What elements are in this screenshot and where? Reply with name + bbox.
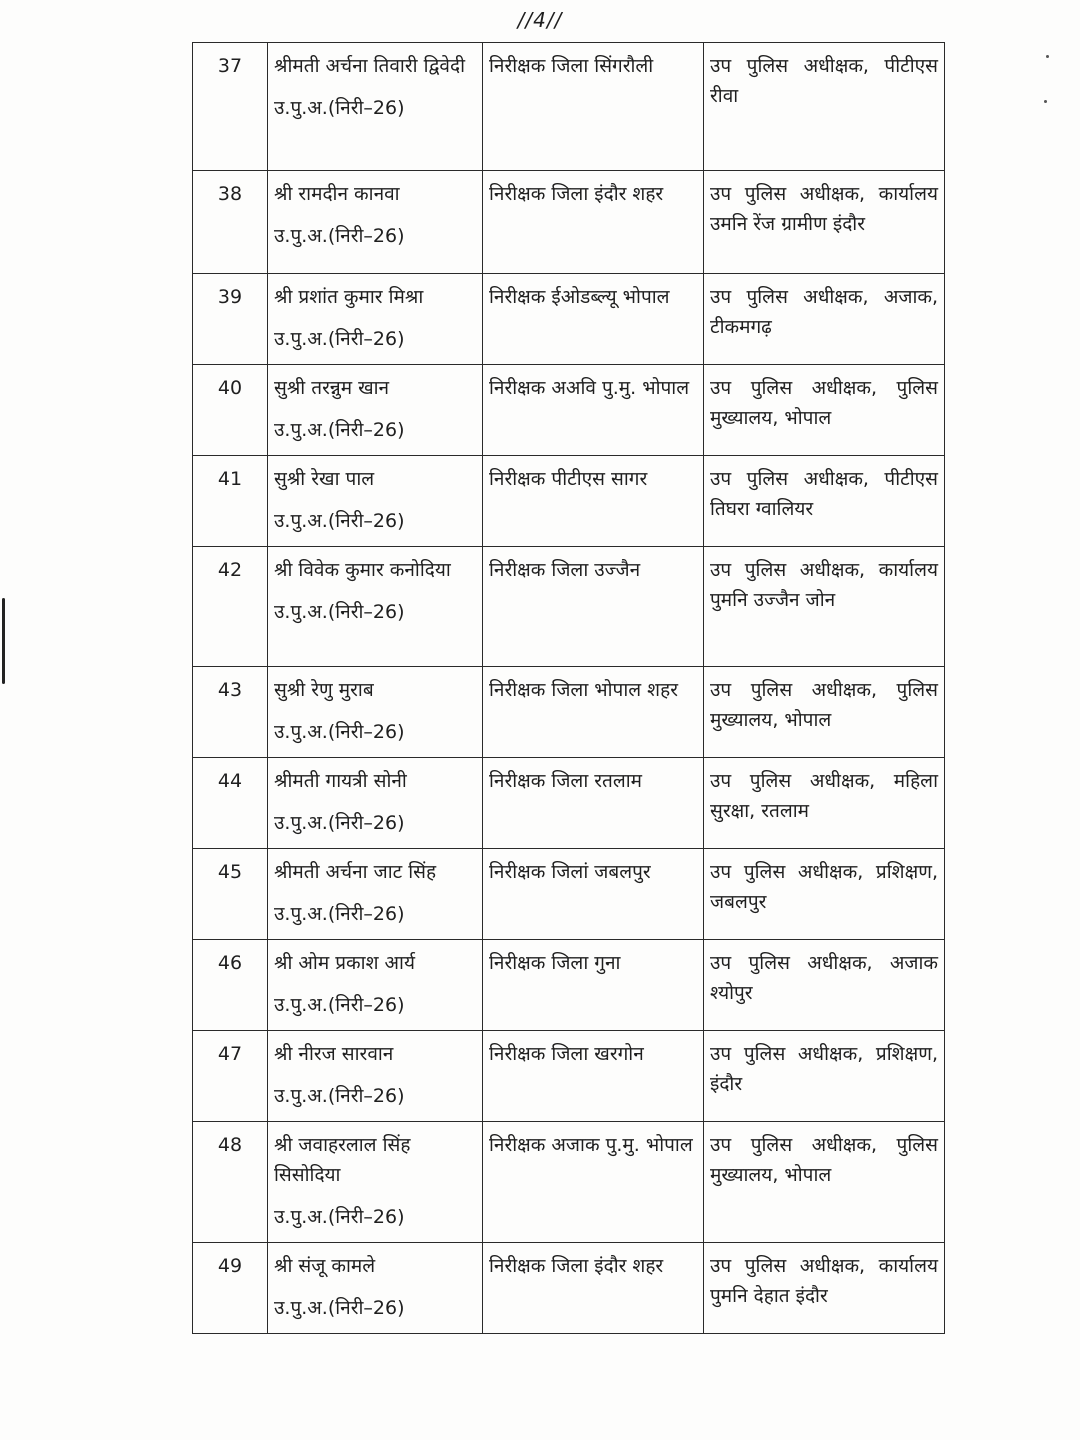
officer-cell — [268, 1122, 483, 1243]
current-posting: निरीक्षक जिला सिंगरौली — [483, 43, 704, 171]
serial-number: 48 — [193, 1122, 268, 1243]
new-posting: उप पुलिस अधीक्षक, प्रशिक्षण, जबलपुर — [704, 849, 945, 940]
officer-rank: उ.पु.अ.(निरी–26) — [274, 97, 405, 119]
new-posting: उप पुलिस अधीक्षक, पीटीएस रीवा — [704, 43, 945, 171]
officer-cell — [268, 171, 483, 274]
serial-number: 39 — [193, 274, 268, 365]
current-posting: निरीक्षक जिला रतलाम — [483, 758, 704, 849]
current-posting: निरीक्षक जिला भोपाल शहर — [483, 667, 704, 758]
officer-rank: उ.पु.अ.(निरी–26) — [274, 1085, 405, 1107]
new-posting: उप पुलिस अधीक्षक, महिला सुरक्षा, रतलाम — [704, 758, 945, 849]
officer-name: श्री जवाहरलाल सिंह सिसोदिया — [274, 1134, 411, 1186]
new-posting: उप पुलिस अधीक्षक, कार्यालय उमनि रेंज ग्रामीण इंदौर — [704, 171, 945, 274]
officer-name: श्री ओम प्रकाश आर्य — [274, 952, 415, 974]
serial-number: 42 — [193, 547, 268, 667]
officer-name: श्रीमती अर्चना जाट सिंह — [274, 861, 437, 883]
officer-cell — [268, 940, 483, 1031]
current-posting: निरीक्षक जिला खरगोन — [483, 1031, 704, 1122]
current-posting: निरीक्षक जिला उज्जैन — [483, 547, 704, 667]
serial-number: 45 — [193, 849, 268, 940]
officer-name: श्री नीरज सारवान — [274, 1043, 394, 1065]
officer-rank: उ.पु.अ.(निरी–26) — [274, 328, 405, 350]
table-row — [193, 171, 945, 274]
officer-rank: उ.पु.अ.(निरी–26) — [274, 510, 405, 532]
officer-name: श्री विवेक कुमार कनोदिया — [274, 559, 451, 581]
table-row — [193, 940, 945, 1031]
current-posting: निरीक्षक जिला इंदौर शहर — [483, 1243, 704, 1334]
current-posting: निरीक्षक जिला इंदौर शहर — [483, 171, 704, 274]
officer-rank: उ.पु.अ.(निरी–26) — [274, 812, 405, 834]
new-posting: उप पुलिस अधीक्षक, कार्यालय पुमनि उज्जैन जोन — [704, 547, 945, 667]
current-posting: निरीक्षक पीटीएस सागर — [483, 456, 704, 547]
new-posting: उप पुलिस अधीक्षक, अजाक, टीकमगढ़ — [704, 274, 945, 365]
officer-rank: उ.पु.अ.(निरी–26) — [274, 1206, 405, 1228]
officer-rank: उ.पु.अ.(निरी–26) — [274, 903, 405, 925]
officer-rank: उ.पु.अ.(निरी–26) — [274, 1297, 405, 1319]
serial-number: 46 — [193, 940, 268, 1031]
serial-number: 37 — [193, 43, 268, 171]
current-posting: निरीक्षक जिलां जबलपुर — [483, 849, 704, 940]
new-posting: उप पुलिस अधीक्षक, पुलिस मुख्यालय, भोपाल — [704, 1122, 945, 1243]
serial-number: 44 — [193, 758, 268, 849]
table-row — [193, 274, 945, 365]
officer-name: श्रीमती गायत्री सोनी — [274, 770, 407, 792]
officer-rank: उ.पु.अ.(निरी–26) — [274, 601, 405, 623]
scan-speck — [1046, 55, 1049, 58]
table-row — [193, 849, 945, 940]
serial-number: 43 — [193, 667, 268, 758]
officer-cell — [268, 456, 483, 547]
officer-name: सुश्री तरन्नुम खान — [274, 377, 390, 399]
table-row — [193, 456, 945, 547]
officer-name: श्री प्रशांत कुमार मिश्रा — [274, 286, 424, 308]
serial-number: 49 — [193, 1243, 268, 1334]
officer-cell — [268, 849, 483, 940]
officer-name: श्री संजू कामले — [274, 1255, 376, 1277]
table-row — [193, 1031, 945, 1122]
page-number: //4// — [517, 8, 563, 32]
current-posting: निरीक्षक जिला गुना — [483, 940, 704, 1031]
officer-cell — [268, 274, 483, 365]
serial-number: 38 — [193, 171, 268, 274]
table-row — [193, 1122, 945, 1243]
officer-cell — [268, 1031, 483, 1122]
serial-number: 41 — [193, 456, 268, 547]
table-row — [193, 547, 945, 667]
officer-cell — [268, 43, 483, 171]
table-row — [193, 758, 945, 849]
officer-cell — [268, 547, 483, 667]
officer-name: श्री रामदीन कानवा — [274, 183, 400, 205]
transfer-orders-table — [192, 42, 945, 1334]
officer-cell — [268, 365, 483, 456]
current-posting: निरीक्षक अअवि पु.मु. भोपाल — [483, 365, 704, 456]
table-row — [193, 365, 945, 456]
officer-cell — [268, 667, 483, 758]
new-posting: उप पुलिस अधीक्षक, अजाक श्योपुर — [704, 940, 945, 1031]
new-posting: उप पुलिस अधीक्षक, पुलिस मुख्यालय, भोपाल — [704, 667, 945, 758]
new-posting: उप पुलिस अधीक्षक, पुलिस मुख्यालय, भोपाल — [704, 365, 945, 456]
officer-rank: उ.पु.अ.(निरी–26) — [274, 225, 405, 247]
scan-edge-mark — [2, 598, 5, 684]
officer-rank: उ.पु.अ.(निरी–26) — [274, 419, 405, 441]
current-posting: निरीक्षक ईओडब्ल्यू भोपाल — [483, 274, 704, 365]
table-row — [193, 43, 945, 171]
current-posting: निरीक्षक अजाक पु.मु. भोपाल — [483, 1122, 704, 1243]
new-posting: उप पुलिस अधीक्षक, कार्यालय पुमनि देहात इंदौर — [704, 1243, 945, 1334]
officer-name: सुश्री रेखा पाल — [274, 468, 375, 490]
serial-number: 40 — [193, 365, 268, 456]
table-row — [193, 667, 945, 758]
table-body — [193, 43, 945, 1334]
officer-rank: उ.पु.अ.(निरी–26) — [274, 721, 405, 743]
officer-name: श्रीमती अर्चना तिवारी द्विवेदी — [274, 55, 466, 77]
officer-cell — [268, 758, 483, 849]
officer-cell — [268, 1243, 483, 1334]
officer-rank: उ.पु.अ.(निरी–26) — [274, 994, 405, 1016]
new-posting: उप पुलिस अधीक्षक, पीटीएस तिघरा ग्वालियर — [704, 456, 945, 547]
new-posting: उप पुलिस अधीक्षक, प्रशिक्षण, इंदौर — [704, 1031, 945, 1122]
scan-speck — [1044, 100, 1047, 103]
table-row — [193, 1243, 945, 1334]
serial-number: 47 — [193, 1031, 268, 1122]
officer-name: सुश्री रेणु मुराब — [274, 679, 374, 701]
